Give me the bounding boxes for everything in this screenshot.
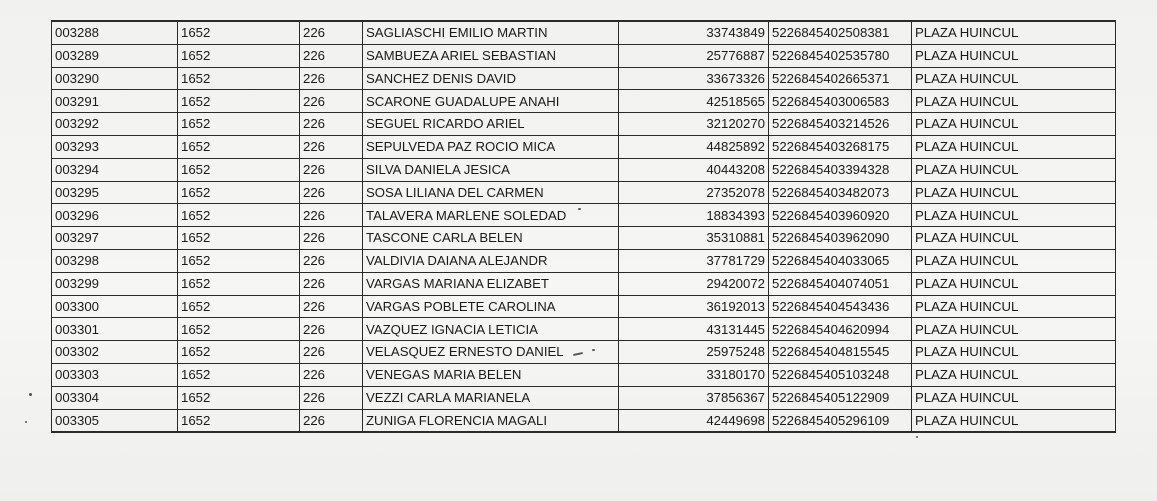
cell-record-number: 003295: [52, 181, 178, 204]
table-row: [52, 363, 1116, 386]
table-row: [52, 204, 1116, 227]
cell-document-number: 36192013: [619, 295, 769, 318]
cell-card-number: 5226845403962090: [769, 227, 912, 250]
table-row: [52, 67, 1116, 90]
cell-card-number: 5226845403268175: [769, 135, 912, 158]
cell-city: PLAZA HUINCUL: [912, 363, 1116, 386]
cell-card-number: 5226845404815545: [769, 341, 912, 364]
cell-code: 1652: [178, 113, 300, 136]
table-row: [52, 227, 1116, 250]
cell-code: 1652: [178, 44, 300, 67]
cell-city: PLAZA HUINCUL: [912, 318, 1116, 341]
cell-record-number: 003303: [52, 363, 178, 386]
cell-code: 1652: [178, 341, 300, 364]
cell-city: PLAZA HUINCUL: [912, 204, 1116, 227]
cell-document-number: 27352078: [619, 181, 769, 204]
cell-card-number: 5226845404543436: [769, 295, 912, 318]
table-row: [52, 249, 1116, 272]
cell-document-number: 43131445: [619, 318, 769, 341]
table-row: [52, 181, 1116, 204]
table-row: [52, 386, 1116, 409]
cell-code: 1652: [178, 181, 300, 204]
cell-record-number: 003304: [52, 386, 178, 409]
cell-city: PLAZA HUINCUL: [912, 113, 1116, 136]
cell-city: PLAZA HUINCUL: [912, 135, 1116, 158]
cell-card-number: 5226845403394328: [769, 158, 912, 181]
scan-speck: [578, 208, 581, 210]
cell-city: PLAZA HUINCUL: [912, 181, 1116, 204]
cell-city: PLAZA HUINCUL: [912, 90, 1116, 113]
cell-full-name: SILVA DANIELA JESICA: [363, 158, 619, 181]
cell-branch: 226: [300, 363, 363, 386]
cell-branch: 226: [300, 113, 363, 136]
cell-branch: 226: [300, 67, 363, 90]
cell-code: 1652: [178, 363, 300, 386]
cell-card-number: 5226845404620994: [769, 318, 912, 341]
cell-card-number: 5226845404074051: [769, 272, 912, 295]
cell-card-number: 5226845405103248: [769, 363, 912, 386]
cell-document-number: 18834393: [619, 204, 769, 227]
cell-branch: 226: [300, 318, 363, 341]
cell-full-name: SAMBUEZA ARIEL SEBASTIAN: [363, 44, 619, 67]
table-row: [52, 135, 1116, 158]
records-table: [51, 20, 1116, 433]
cell-card-number: 5226845402665371: [769, 67, 912, 90]
cell-city: PLAZA HUINCUL: [912, 272, 1116, 295]
cell-card-number: 5226845403006583: [769, 90, 912, 113]
cell-city: PLAZA HUINCUL: [912, 44, 1116, 67]
scan-speck: [916, 436, 918, 438]
cell-city: PLAZA HUINCUL: [912, 227, 1116, 250]
cell-code: 1652: [178, 318, 300, 341]
cell-branch: 226: [300, 158, 363, 181]
cell-branch: 226: [300, 21, 363, 44]
cell-branch: 226: [300, 409, 363, 432]
cell-full-name: TALAVERA MARLENE SOLEDAD: [363, 204, 619, 227]
cell-card-number: 5226845403960920: [769, 204, 912, 227]
cell-full-name: VARGAS POBLETE CAROLINA: [363, 295, 619, 318]
cell-branch: 226: [300, 204, 363, 227]
cell-record-number: 003291: [52, 90, 178, 113]
cell-card-number: 5226845403214526: [769, 113, 912, 136]
cell-document-number: 32120270: [619, 113, 769, 136]
cell-city: PLAZA HUINCUL: [912, 21, 1116, 44]
cell-record-number: 003293: [52, 135, 178, 158]
cell-document-number: 25975248: [619, 341, 769, 364]
cell-code: 1652: [178, 90, 300, 113]
cell-full-name: SEGUEL RICARDO ARIEL: [363, 113, 619, 136]
cell-card-number: 5226845402508381: [769, 21, 912, 44]
table-row: [52, 295, 1116, 318]
cell-record-number: 003297: [52, 227, 178, 250]
table-row: [52, 409, 1116, 432]
table-row: [52, 44, 1116, 67]
cell-branch: 226: [300, 90, 363, 113]
cell-card-number: 5226845403482073: [769, 181, 912, 204]
cell-full-name: SANCHEZ DENIS DAVID: [363, 67, 619, 90]
scan-speck: [29, 393, 32, 396]
cell-full-name: VELASQUEZ ERNESTO DANIEL: [363, 341, 619, 364]
cell-city: PLAZA HUINCUL: [912, 158, 1116, 181]
cell-record-number: 003302: [52, 341, 178, 364]
cell-record-number: 003292: [52, 113, 178, 136]
cell-branch: 226: [300, 135, 363, 158]
cell-code: 1652: [178, 409, 300, 432]
cell-record-number: 003290: [52, 67, 178, 90]
table-row: [52, 158, 1116, 181]
cell-branch: 226: [300, 227, 363, 250]
cell-branch: 226: [300, 249, 363, 272]
cell-record-number: 003301: [52, 318, 178, 341]
cell-full-name: ZUNIGA FLORENCIA MAGALI: [363, 409, 619, 432]
cell-full-name: SAGLIASCHI EMILIO MARTIN: [363, 21, 619, 44]
cell-full-name: SEPULVEDA PAZ ROCIO MICA: [363, 135, 619, 158]
cell-full-name: VEZZI CARLA MARIANELA: [363, 386, 619, 409]
cell-document-number: 44825892: [619, 135, 769, 158]
cell-document-number: 42449698: [619, 409, 769, 432]
cell-card-number: 5226845404033065: [769, 249, 912, 272]
cell-card-number: 5226845402535780: [769, 44, 912, 67]
cell-code: 1652: [178, 249, 300, 272]
table-row: [52, 90, 1116, 113]
cell-record-number: 003288: [52, 21, 178, 44]
cell-document-number: 37781729: [619, 249, 769, 272]
cell-code: 1652: [178, 67, 300, 90]
cell-full-name: SCARONE GUADALUPE ANAHI: [363, 90, 619, 113]
cell-branch: 226: [300, 341, 363, 364]
table-row: [52, 341, 1116, 364]
cell-code: 1652: [178, 272, 300, 295]
cell-document-number: 37856367: [619, 386, 769, 409]
cell-document-number: 29420072: [619, 272, 769, 295]
cell-branch: 226: [300, 181, 363, 204]
scan-speck: [25, 421, 27, 423]
cell-record-number: 003299: [52, 272, 178, 295]
cell-document-number: 33180170: [619, 363, 769, 386]
cell-code: 1652: [178, 204, 300, 227]
cell-city: PLAZA HUINCUL: [912, 341, 1116, 364]
cell-document-number: 33673326: [619, 67, 769, 90]
cell-branch: 226: [300, 295, 363, 318]
cell-full-name: VENEGAS MARIA BELEN: [363, 363, 619, 386]
cell-code: 1652: [178, 21, 300, 44]
cell-record-number: 003300: [52, 295, 178, 318]
cell-record-number: 003296: [52, 204, 178, 227]
cell-code: 1652: [178, 227, 300, 250]
cell-record-number: 003298: [52, 249, 178, 272]
cell-full-name: VALDIVIA DAIANA ALEJANDR: [363, 249, 619, 272]
cell-document-number: 42518565: [619, 90, 769, 113]
records-table-body: [52, 21, 1116, 432]
table-row: [52, 113, 1116, 136]
cell-card-number: 5226845405296109: [769, 409, 912, 432]
cell-record-number: 003305: [52, 409, 178, 432]
cell-full-name: VARGAS MARIANA ELIZABET: [363, 272, 619, 295]
cell-code: 1652: [178, 386, 300, 409]
scan-speck: [592, 349, 595, 351]
cell-code: 1652: [178, 295, 300, 318]
cell-full-name: SOSA LILIANA DEL CARMEN: [363, 181, 619, 204]
cell-city: PLAZA HUINCUL: [912, 386, 1116, 409]
cell-city: PLAZA HUINCUL: [912, 67, 1116, 90]
table-row: [52, 272, 1116, 295]
table-row: [52, 21, 1116, 44]
cell-code: 1652: [178, 135, 300, 158]
cell-code: 1652: [178, 158, 300, 181]
cell-record-number: 003294: [52, 158, 178, 181]
cell-branch: 226: [300, 386, 363, 409]
cell-document-number: 35310881: [619, 227, 769, 250]
cell-document-number: 33743849: [619, 21, 769, 44]
cell-branch: 226: [300, 44, 363, 67]
cell-full-name: VAZQUEZ IGNACIA LETICIA: [363, 318, 619, 341]
cell-document-number: 25776887: [619, 44, 769, 67]
cell-document-number: 40443208: [619, 158, 769, 181]
cell-card-number: 5226845405122909: [769, 386, 912, 409]
cell-branch: 226: [300, 272, 363, 295]
cell-city: PLAZA HUINCUL: [912, 295, 1116, 318]
cell-full-name: TASCONE CARLA BELEN: [363, 227, 619, 250]
cell-city: PLAZA HUINCUL: [912, 409, 1116, 432]
cell-record-number: 003289: [52, 44, 178, 67]
table-row: [52, 318, 1116, 341]
cell-city: PLAZA HUINCUL: [912, 249, 1116, 272]
